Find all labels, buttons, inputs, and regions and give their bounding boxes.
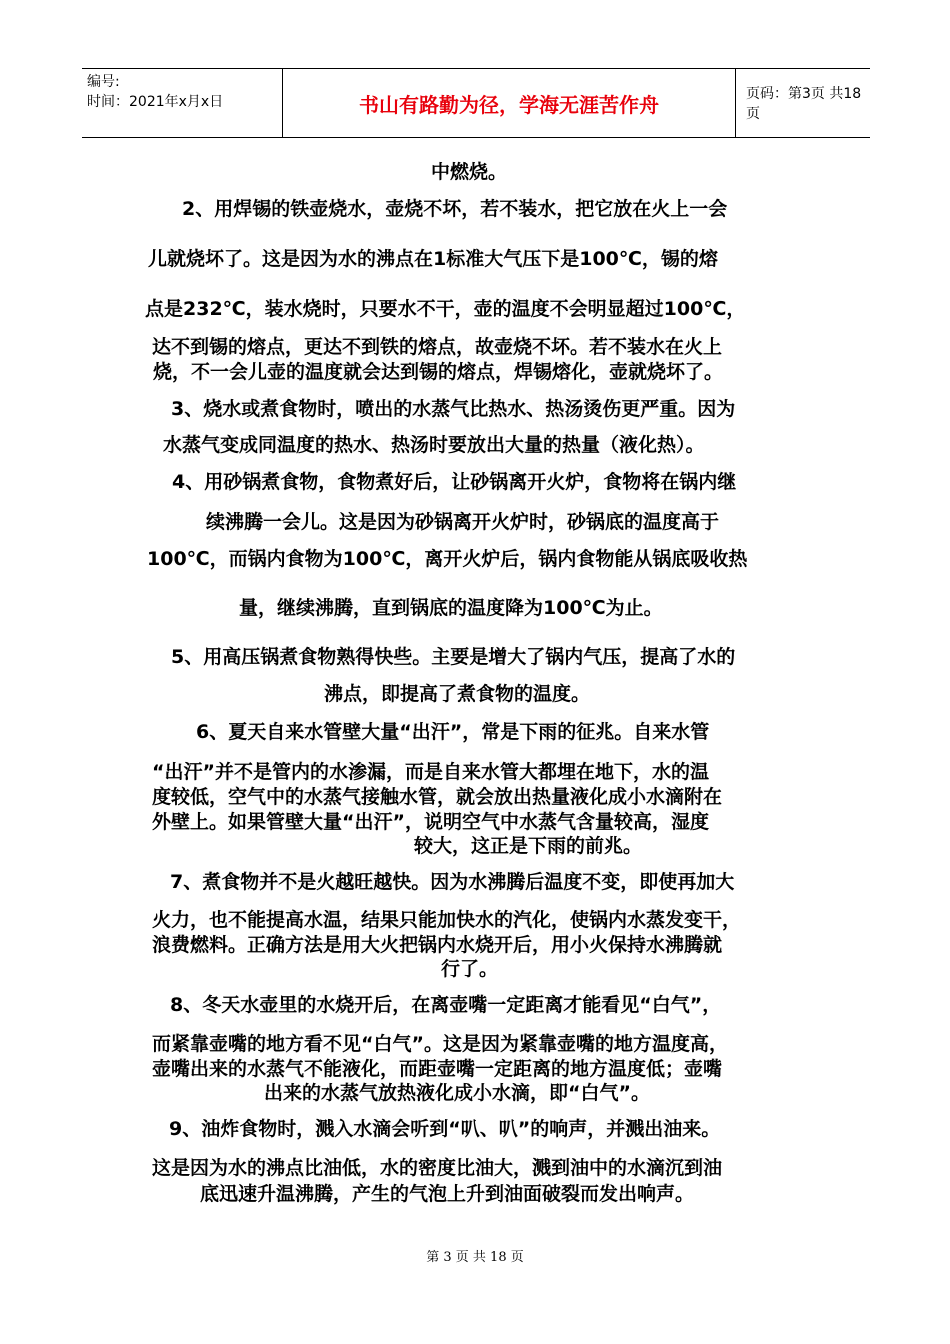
text-line: 较大，这正是下雨的前兆。 <box>414 835 643 857</box>
text-line: 儿就烧坏了。这是因为水的沸点在1标准大气压下是100℃，锡的熔 <box>148 248 718 270</box>
text-line: 烧，不一会儿壶的温度就会达到锡的熔点，焊锡熔化，壶就烧坏了。 <box>153 361 724 383</box>
page-footer: 第 3 页 共 18 页 <box>426 1250 524 1265</box>
text-line: 5、用高压锅煮食物熟得快些。主要是增大了锅内气压，提高了水的 <box>171 646 736 668</box>
text-line: 行了。 <box>441 958 499 980</box>
text-line: 100℃，而锅内食物为100℃，离开火炉后，锅内食物能从锅底吸收热 <box>147 548 748 570</box>
text-line: 这是因为水的沸点比油低，水的密度比油大，溅到油中的水滴沉到油 <box>152 1157 723 1179</box>
text-line: 8、冬天水壶里的水烧开后，在离壶嘴一定距离才能看见“白气”， <box>170 994 722 1016</box>
text-line: 4、用砂锅煮食物，食物煮好后，让砂锅离开火炉，食物将在锅内继 <box>172 471 737 493</box>
text-line: 度较低，空气中的水蒸气接触水管，就会放出热量液化成小水滴附在 <box>152 786 723 808</box>
text-line: 壶嘴出来的水蒸气不能液化，而距壶嘴一定距离的地方温度低；壶嘴 <box>152 1058 723 1080</box>
text-line: 2、用焊锡的铁壶烧水，壶烧不坏，若不装水，把它放在火上一会 <box>182 198 728 220</box>
text-line: 水蒸气变成同温度的热水、热汤时要放出大量的热量（液化热）。 <box>163 434 705 456</box>
text-line: 续沸腾一会儿。这是因为砂锅离开火炉时，砂锅底的温度高于 <box>206 511 720 533</box>
header-meta <box>82 69 282 137</box>
text-line: 量，继续沸腾，直到锅底的温度降为100℃为止。 <box>239 597 663 619</box>
header-page-info: 页码：第3页 共18页 <box>746 86 862 122</box>
text-line: 外壁上。如果管壁大量“出汗”，说明空气中水蒸气含量较高，湿度 <box>152 811 709 833</box>
text-line: 出来的水蒸气放热液化成小水滴，即“白气”。 <box>264 1082 650 1104</box>
text-line: 达不到锡的熔点，更达不到铁的熔点，故壶烧不坏。若不装水在火上 <box>152 336 723 358</box>
text-line: 中燃烧。 <box>431 161 508 183</box>
document-number-label: 编号: <box>87 74 120 90</box>
text-line: 浪费燃料。正确方法是用大火把锅内水烧开后，用小火保持水沸腾就 <box>152 934 723 956</box>
text-line: 火力，也不能提高水温，结果只能加快水的汽化，使锅内水蒸发变干， <box>152 909 742 931</box>
text-line: 6、夏天自来水管壁大量“出汗”，常是下雨的征兆。自来水管 <box>196 721 710 743</box>
header-table <box>82 68 870 138</box>
text-line: 7、煮食物并不是火越旺越快。因为水沸腾后温度不变，即使再加大 <box>170 871 735 893</box>
text-line: 沸点，即提高了煮食物的温度。 <box>324 683 591 705</box>
text-line: 底迅速升温沸腾，产生的气泡上升到油面破裂而发出响声。 <box>200 1183 695 1205</box>
text-line: 点是232℃，装水烧时，只要水不干，壶的温度不会明显超过100℃， <box>145 298 746 320</box>
text-line: 3、烧水或煮食物时，喷出的水蒸气比热水、热汤烫伤更严重。因为 <box>171 398 736 420</box>
text-line: “出汗”并不是管内的水渗漏，而是自来水管大都埋在地下，水的温 <box>152 761 709 783</box>
text-line: 9、油炸食物时，溅入水滴会听到“叭、叭”的响声，并溅出油来。 <box>169 1118 721 1140</box>
document-time-label: 时间：2021年x月x日 <box>87 94 224 110</box>
header-motto: 书山有路勤为径，学海无涯苦作舟 <box>282 69 736 137</box>
text-line: 而紧靠壶嘴的地方看不见“白气”。这是因为紧靠壶嘴的地方温度高， <box>152 1033 728 1055</box>
